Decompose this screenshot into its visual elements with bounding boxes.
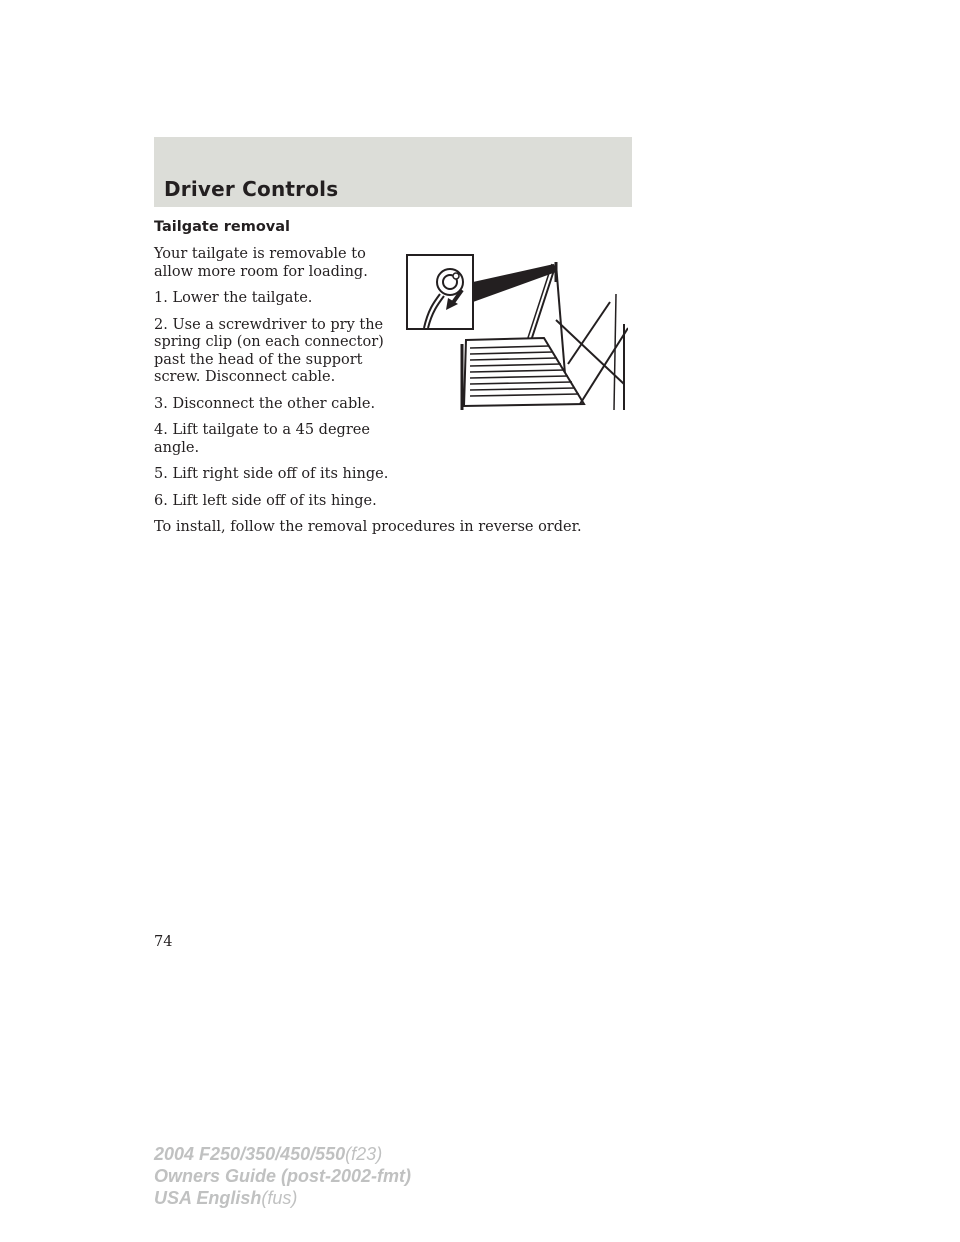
- footer-guide-line: [154, 1165, 411, 1187]
- page-number: 74: [154, 934, 173, 950]
- tailgate-cable-illustration: [406, 254, 628, 410]
- footer-model-code: (f23): [345, 1144, 383, 1164]
- closing-note: To install, follow the removal procedures in reverse order.: [154, 519, 582, 535]
- step-1: 1. Lower the tailgate.: [154, 290, 313, 306]
- footer-language-line: [154, 1187, 411, 1209]
- article-title: Tailgate removal: [154, 219, 290, 235]
- footer-model-line: [154, 1143, 411, 1165]
- section-header-band: [154, 137, 632, 207]
- step-3: 3. Disconnect the other cable.: [154, 395, 376, 412]
- step-5: 5. Lift right side off of its hinge.: [154, 466, 389, 482]
- footer-guide: Owners Guide (post-2002-fmt): [154, 1166, 412, 1186]
- article-intro: Your tailgate is removable to allow more room for loading.: [154, 246, 368, 280]
- step-4: 4. Lift tailgate to a 45 degree angle.: [154, 422, 370, 456]
- footer-model: 2004 F250/350/450/550: [154, 1144, 346, 1164]
- footer-language: USA English: [154, 1188, 262, 1208]
- step-6: 6. Lift left side off of its hinge.: [154, 492, 377, 509]
- step-2: 2. Use a screwdriver to pry the spring clip (on each connector) past the head of the support screw. Disconnect cable.: [154, 316, 384, 385]
- document-footer: [154, 1143, 411, 1209]
- footer-language-code: (fus): [261, 1188, 298, 1208]
- section-title: Driver Controls: [164, 177, 339, 201]
